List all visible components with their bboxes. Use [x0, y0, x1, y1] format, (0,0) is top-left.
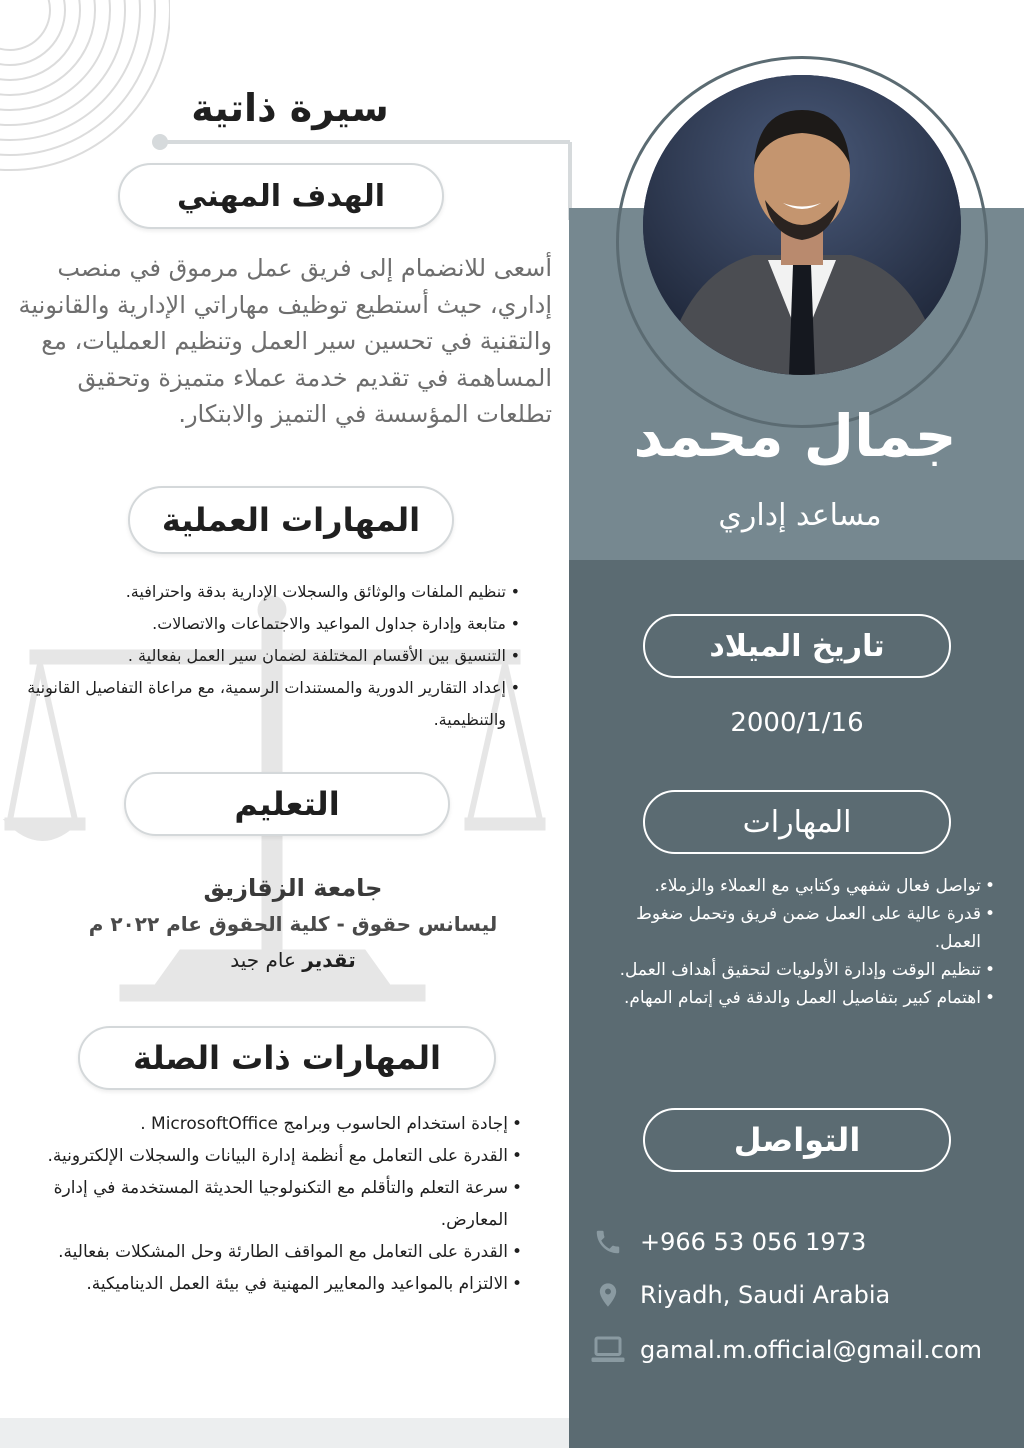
- list-item: • سرعة التعلم والتأقلم مع التكنولوجيا الحديثة المستخدمة في إدارة المعارض.: [10, 1172, 522, 1236]
- contact-phone: [588, 1222, 1008, 1262]
- list-item: • تنظيم الوقت وإدارة الأولويات لتحقيق أهداف العمل.: [610, 956, 995, 984]
- profile-photo: [643, 75, 961, 375]
- education-grade-label: تقدير: [302, 948, 356, 972]
- profile-job-title: مساعد إداري: [718, 498, 882, 533]
- list-item: • إجادة استخدام الحاسوب وبرامج MicrosoftOffice .: [10, 1108, 522, 1140]
- location-pin-icon: [588, 1279, 628, 1311]
- list-item: • الالتزام بالمواعيد والمعايير المهنية في بيئة العمل الديناميكية.: [10, 1268, 522, 1300]
- related-skills-heading: المهارات ذات الصلة: [78, 1026, 496, 1090]
- contact-email-text[interactable]: gamal.m.official@gmail.com: [640, 1336, 982, 1364]
- practical-skills-heading: المهارات العملية: [128, 486, 454, 554]
- skills-heading: المهارات: [643, 790, 951, 854]
- page-title: سيرة ذاتية: [191, 86, 389, 130]
- list-item: • اهتمام كبير بتفاصيل العمل والدقة في إتمام المهام.: [610, 984, 995, 1012]
- education-heading: التعليم: [124, 772, 450, 836]
- list-item: • القدرة على التعامل مع المواقف الطارئة وحل المشكلات بفعالية.: [10, 1236, 522, 1268]
- education-university: جامعة الزقازيق: [203, 874, 383, 902]
- decorative-arcs: [0, 0, 170, 175]
- list-item: • إعداد التقارير الدورية والمستندات الرسمية، مع مراعاة التفاصيل القانونية والتنظيمية.: [0, 672, 520, 736]
- contact-location: [588, 1275, 1008, 1315]
- list-item: • القدرة على التعامل مع أنظمة إدارة البيانات والسجلات الإلكترونية.: [10, 1140, 522, 1172]
- birth-date-heading: تاريخ الميلاد: [643, 614, 951, 678]
- related-skills-list: [10, 1108, 522, 1300]
- list-item: • التنسيق بين الأقسام المختلفة لضمان سير العمل بفعالية .: [0, 640, 520, 672]
- education-degree: ليسانس حقوق - كلية الحقوق عام ٢٠٢٢ م: [88, 912, 498, 936]
- contact-location-text: Riyadh, Saudi Arabia: [640, 1281, 891, 1309]
- phone-icon: [588, 1227, 628, 1257]
- education-grade-value: عام جيد: [230, 948, 296, 972]
- bottom-band: [0, 1418, 569, 1448]
- list-item: • تواصل فعال شفهي وكتابي مع العملاء والزملاء.: [610, 872, 995, 900]
- laptop-icon: [588, 1335, 628, 1365]
- skills-list: [610, 872, 995, 1012]
- list-item: • قدرة عالية على العمل ضمن فريق وتحمل ضغوط العمل.: [610, 900, 995, 956]
- education-grade: [100, 948, 486, 972]
- objective-heading: الهدف المهني: [118, 163, 444, 229]
- objective-text: أسعى للانضمام إلى فريق عمل مرموق في منصب إداري، حيث أستطيع توظيف مهاراتي الإدارية والقانونية والتقنية في تحسين سير العمل وتنظيم العمليات، مع المساهمة في تقديم خدمة عملاء متميزة وتحقيق تطلعات المؤسسة في التميز والابتكار.: [18, 254, 552, 428]
- contact-heading: التواصل: [643, 1108, 951, 1172]
- contact-email: [588, 1330, 1008, 1370]
- profile-name: جمال محمد: [633, 402, 957, 470]
- practical-skills-list: [0, 576, 520, 736]
- list-item: • تنظيم الملفات والوثائق والسجلات الإدارية بدقة واحترافية.: [0, 576, 520, 608]
- contact-phone-text[interactable]: +966 53 056 1973: [640, 1228, 867, 1256]
- list-item: • متابعة وإدارة جداول المواعيد والاجتماعات والاتصالات.: [0, 608, 520, 640]
- birth-date-value: 2000/1/16: [730, 708, 864, 738]
